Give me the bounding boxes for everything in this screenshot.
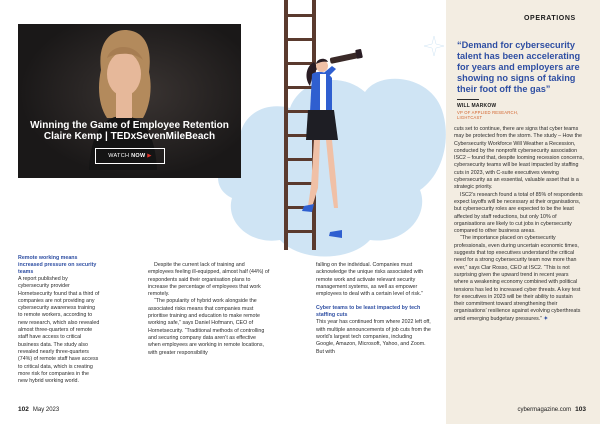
col4-paragraph-1: cuts set to continue, there are signs that cyber teams may be protected from the storm. The study – How the Cybersecurity Workforce Will Weather a Recession, conducted by the nonprofit cybersecurity association ISC2 – found that, despite looming recession concerns, cybersecurity teams will be least impacted by staffing cuts in 2023, with C-suite executives viewing cybersecurity as an essential, valuable asset that is a strategic priority. <box>454 126 584 191</box>
play-icon: ▶ <box>147 153 152 159</box>
watch-prefix: WATCH <box>108 153 132 159</box>
col1-body: A report published by cybersecurity provider Hornetsecurity found that a third of companies are not providing any cybersecurity awareness training to remote workers, according to new research, which also revealed almost three-quarters of remote staff have access to critical business data. The study also revealed nearly three-quarters (74%) of remote staff have access to critical data, which is creating more risk for companies in the new hybrid working world. <box>18 276 100 385</box>
col4-paragraph-3-text: “The importance placed on cybersecurity professionals, even during uncertain economic times, suggests that top executives understand the critical need for a strong cybersecurity team now more than ever,” says Clar Rosso, CEO at ISC2. “This is not surprising given the upward trend in recent years where a weakening economy combined with political tensions has led to increased cyber threats. A key test for executives in 2023 will be their ability to sustain their commitment toward strengthening their organisations’ resilience against evolving cyberthreats amid emerging budgetary pressures.” <box>454 235 581 322</box>
footer-right <box>517 406 586 413</box>
footer-left <box>18 406 59 413</box>
article-column-1 <box>18 255 100 385</box>
article-column-3 <box>316 262 432 356</box>
col3-paragraph-2: This year has continued from where 2022 left off, with multiple announcements of job cuts from the world’s largest tech companies, including Google, Amazon, Microsoft, Yahoo, and Zoom. But with <box>316 319 431 355</box>
quote-author: WILL MARKOW <box>457 103 497 109</box>
quote-author-role: VP OF APPLIED RESEARCH, LIGHTCAST <box>457 110 519 120</box>
col4-paragraph-3 <box>454 235 584 323</box>
ladder-rail-left <box>284 0 288 250</box>
section-label: OPERATIONS <box>524 15 576 22</box>
watch-now-button[interactable] <box>95 148 165 164</box>
video-title-line2: Claire Kemp | TEDxSevenMileBeach <box>43 131 216 142</box>
issue-date: May 2023 <box>32 407 60 413</box>
subheading-remote-working: Remote working means increased pressure on security teams <box>18 255 97 275</box>
col2-paragraph-1: Despite the current lack of training and employees feeling ill-equipped, almost half (44%) of respondents said their organisation plans to increase the percentage of employees that work remotely. <box>148 262 270 298</box>
sparkle-icon <box>424 36 444 56</box>
subheading-cyber-teams: Cyber teams to be least impacted by tech staffing cuts <box>316 305 421 319</box>
pull-quote: “Demand for cybersecurity talent has been accelerating for years and employers are showing no signs of taking their foot off the gas” <box>457 40 581 94</box>
video-title-line1: Winning the Game of Employee Retention <box>30 120 229 131</box>
watch-bold: NOW <box>131 153 146 159</box>
col3-paragraph-1: falling on the individual. Companies must acknowledge the unique risks associated with remote work and activate relevant security management systems, as well as empower employees to deal with a certain level of risk.” <box>316 262 424 298</box>
video-card[interactable] <box>18 24 241 178</box>
article-column-4 <box>454 126 584 323</box>
page-number-left: 102 <box>18 406 29 413</box>
col4-paragraph-2: ISC2’s research found a total of 85% of respondents expect layoffs will be necessary at their organisations, but cybersecurity roles are expected to be the least affected by staff reductions, but only 10% of organisations are likely to cut jobs in cybersecurity compared to other business areas. <box>454 191 583 235</box>
video-title <box>18 120 241 142</box>
telescope <box>330 52 361 64</box>
page-number-right: 103 <box>575 406 586 413</box>
article-column-2 <box>148 262 270 357</box>
col2-paragraph-2: “The popularity of hybrid work alongside the associated risks means that companies must prioritise training and education to make remote working safe,” says Daniel Hofmann, CEO of Hornetsecurity. “Traditional methods of controlling and securing company data aren’t as effective when employees are working in remote locations, with greater responsibility <box>148 298 265 356</box>
site-url[interactable]: cybermagazine.com <box>517 407 572 413</box>
end-mark-icon: ✦ <box>543 315 548 322</box>
quote-divider <box>457 99 479 100</box>
